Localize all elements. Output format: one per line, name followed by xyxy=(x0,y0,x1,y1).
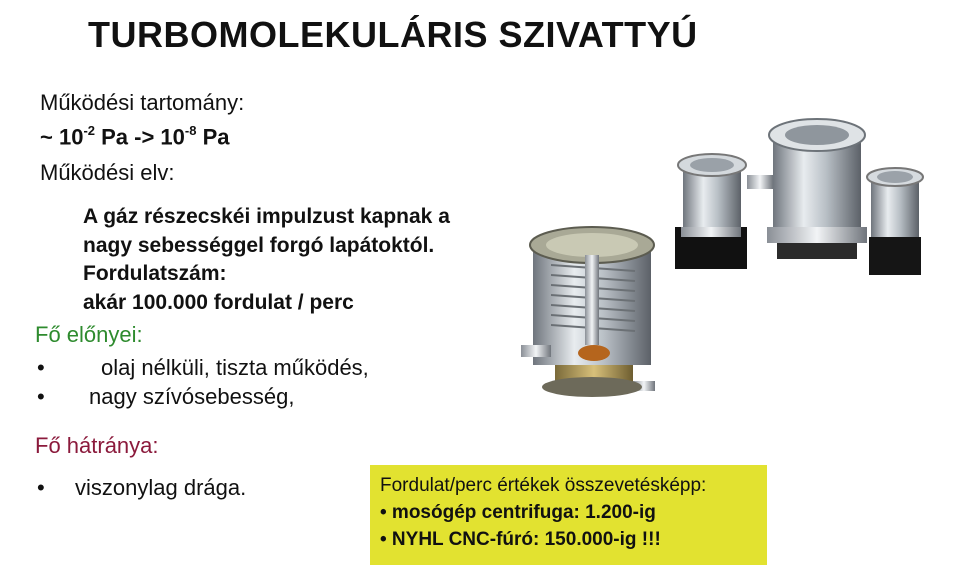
advantage-item: • nagy szívósebesség, xyxy=(37,384,295,409)
comparison-item: • mosógép centrifuga: 1.200-ig xyxy=(380,502,656,523)
pump-small-left xyxy=(675,154,747,269)
comparison-box xyxy=(370,465,767,565)
advantages-heading: Fő előnyei: xyxy=(35,322,143,347)
pump-small-right xyxy=(867,168,923,275)
range-value: ~ $10^{-2}$ $Pa -> 10^{-8}$ Pa xyxy=(40,123,230,150)
bullet: • xyxy=(37,355,45,380)
comparison-heading: Fordulat/perc értékek összevetésképp: xyxy=(380,475,707,496)
principle-text xyxy=(83,203,450,317)
comparison-item: • NYHL CNC-fúró: 150.000-ig !!! xyxy=(380,529,661,550)
pump-large-center xyxy=(747,119,867,259)
bullet: • xyxy=(37,475,45,500)
principle-line: A gáz részecskéi impulzust kapnak a xyxy=(83,205,450,228)
principle-line: Fordulatszám: xyxy=(83,262,227,285)
disadvantages-heading: Fő hátránya: xyxy=(35,433,159,458)
advantage-item: • olaj nélküli, tiszta működés, xyxy=(37,355,369,380)
principle-label: Működési elv: xyxy=(40,160,175,185)
principle-line: nagy sebességgel forgó lapátoktól. xyxy=(83,233,435,257)
pump-cutaway xyxy=(521,227,655,397)
principle-line: akár 100.000 fordulat / perc xyxy=(83,290,354,314)
slide-title: TURBOMOLEKULÁRIS SZIVATTYÚ xyxy=(88,14,698,55)
range-label: Működési tartomány: xyxy=(40,90,245,115)
turbo-pump-photos xyxy=(515,95,945,435)
bullet: • xyxy=(37,384,45,409)
disadvantage-item: • viszonylag drága. xyxy=(37,475,247,500)
